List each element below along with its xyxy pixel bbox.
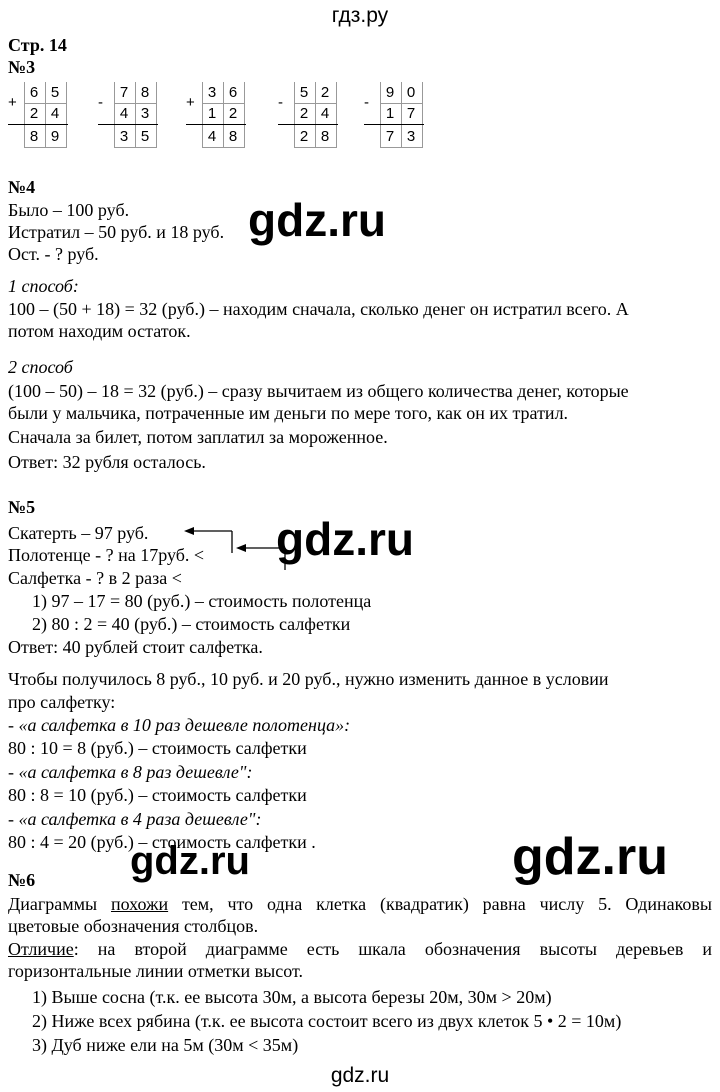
task-5-title: №5 bbox=[8, 497, 36, 517]
result-digit: 7 bbox=[385, 128, 395, 145]
task-5-calc-2: 80 : 8 = 10 (руб.) – стоимость салфетки bbox=[8, 785, 307, 805]
operator: - bbox=[98, 94, 103, 111]
task-5-step-2: 2) 80 : 2 = 40 (руб.) – стоимость салфетки bbox=[32, 614, 351, 634]
operand-digit: 2 bbox=[228, 105, 238, 122]
operand-digit: 6 bbox=[228, 84, 238, 101]
operator: - bbox=[278, 94, 283, 111]
task-3-title: №3 bbox=[8, 57, 36, 77]
operand-digit: 4 bbox=[320, 105, 330, 122]
operand-digit: 5 bbox=[50, 84, 60, 101]
watermark: gdz.ru bbox=[130, 839, 250, 883]
task-4-solution-2b: были у мальчика, потраченные им деньги по мере того, как он их тратил. bbox=[8, 403, 569, 423]
site-header: гдз.ру bbox=[331, 4, 389, 27]
operator: + bbox=[8, 94, 17, 111]
operand-digit: 9 bbox=[385, 84, 395, 101]
operand-digit: 7 bbox=[119, 84, 129, 101]
task-6-answer-2: 2) Ниже всех рябина (т.к. ее высота состоит всего из двух клеток 5 • 2 = 10м) bbox=[32, 1011, 622, 1031]
result-digit: 8 bbox=[29, 128, 39, 145]
operand-digit: 7 bbox=[406, 105, 416, 122]
result-digit: 4 bbox=[207, 128, 217, 145]
task-5-note-2: про салфетку: bbox=[8, 692, 116, 712]
similarity-text: тем, что одна клетка (квадратик) равна числу 5. Одинаковы bbox=[181, 894, 713, 914]
operand-digit: 0 bbox=[406, 84, 416, 101]
operand-digit: 1 bbox=[207, 105, 217, 122]
task-5-answer: Ответ: 40 рублей стоит салфетка. bbox=[8, 637, 263, 657]
operand-digit: 2 bbox=[29, 105, 39, 122]
result-digit: 8 bbox=[228, 128, 238, 145]
operand-digit: 5 bbox=[299, 84, 309, 101]
operator: - bbox=[364, 94, 369, 111]
task-4-solution-1a: 100 – (50 + 18) = 32 (руб.) – находим сначала, сколько денег он истратил всего. А bbox=[8, 299, 629, 319]
task-5-given-3: Салфетка - ? в 2 раза < bbox=[8, 568, 182, 588]
task-4-solution-2c: Сначала за билет, потом заплатил за мороженное. bbox=[8, 427, 388, 447]
operand-digit: 6 bbox=[29, 84, 39, 101]
result-digit: 5 bbox=[140, 128, 150, 145]
task-4-solution-2a: (100 – 50) – 18 = 32 (руб.) – сразу вычитаем из общего количества денег, которые bbox=[8, 381, 629, 401]
task-6-similarity bbox=[8, 893, 712, 915]
task-5-step-1: 1) 97 – 17 = 80 (руб.) – стоимость полотенца bbox=[32, 591, 372, 611]
task-6-answer-1: 1) Выше сосна (т.к. ее высота 30м, а высота березы 20м, 30м > 20м) bbox=[32, 987, 552, 1007]
result-digit: 8 bbox=[320, 128, 330, 145]
operator: + bbox=[186, 94, 195, 111]
operand-digit: 4 bbox=[119, 105, 129, 122]
task-5-calc-1: 80 : 10 = 8 (руб.) – стоимость салфетки bbox=[8, 738, 307, 758]
task-4-way-2: 2 способ bbox=[8, 357, 73, 377]
task-4-answer: Ответ: 32 рубля осталось. bbox=[8, 452, 206, 472]
difference-text: : на второй диаграмме есть шкала обозначения высоты деревьев и bbox=[73, 939, 712, 959]
task-4-given-1: Было – 100 руб. bbox=[8, 200, 130, 220]
task-6-answer-3: 3) Дуб ниже ели на 5м (30м < 35м) bbox=[32, 1035, 299, 1055]
result-digit: 2 bbox=[299, 128, 309, 145]
task-4-title: №4 bbox=[8, 177, 36, 197]
operand-digit: 4 bbox=[50, 105, 60, 122]
similarity-keyword: похожи bbox=[110, 894, 169, 914]
operand-digit: 8 bbox=[140, 84, 150, 101]
task-5-variant-3: - «а салфетка в 4 раза дешевле": bbox=[8, 809, 262, 829]
page-number: Стр. 14 bbox=[8, 35, 67, 55]
task-4-way-1: 1 способ: bbox=[8, 276, 79, 296]
task-4-given-2: Истратил – 50 руб. и 18 руб. bbox=[8, 222, 225, 242]
task-6-difference-2: горизонтальные линии отметки высот. bbox=[8, 961, 303, 981]
operand-digit: 3 bbox=[140, 105, 150, 122]
operand-digit: 1 bbox=[385, 105, 395, 122]
watermark: gdz.ru bbox=[248, 194, 386, 246]
task-4-given-3: Ост. - ? руб. bbox=[8, 244, 99, 264]
result-digit: 3 bbox=[406, 128, 416, 145]
task-5-calc-3: 80 : 4 = 20 (руб.) – стоимость салфетки . bbox=[8, 832, 316, 852]
task-5-variant-1: - «а салфетка в 10 раз дешевле полотенца»: bbox=[8, 715, 351, 735]
task-5-variant-2: - «а салфетка в 8 раз дешевле": bbox=[8, 762, 253, 782]
task-5-given-2: Полотенце - ? на 17руб. < bbox=[8, 545, 205, 565]
watermark: gdz.ru bbox=[512, 828, 668, 886]
task-5-note-1: Чтобы получилось 8 руб., 10 руб. и 20 руб., нужно изменить данное в условии bbox=[8, 669, 609, 689]
task-5-given-1: Скатерть – 97 руб. bbox=[8, 523, 149, 543]
result-digit: 3 bbox=[119, 128, 129, 145]
result-digit: 9 bbox=[50, 128, 60, 145]
operand-digit: 2 bbox=[299, 105, 309, 122]
task-6-difference bbox=[8, 938, 712, 960]
difference-keyword: Отличие bbox=[8, 939, 74, 959]
task-6-title: №6 bbox=[8, 870, 36, 890]
operand-digit: 2 bbox=[320, 84, 330, 101]
operand-digit: 3 bbox=[207, 84, 217, 101]
task-4-solution-1b: потом находим остаток. bbox=[8, 321, 191, 341]
similarity-lead: Диаграммы bbox=[8, 894, 98, 914]
task-6-similarity-2: цветовые обозначения столбцов. bbox=[8, 916, 259, 936]
site-footer: gdz.ru bbox=[330, 1064, 390, 1087]
watermark: gdz.ru bbox=[276, 513, 414, 565]
